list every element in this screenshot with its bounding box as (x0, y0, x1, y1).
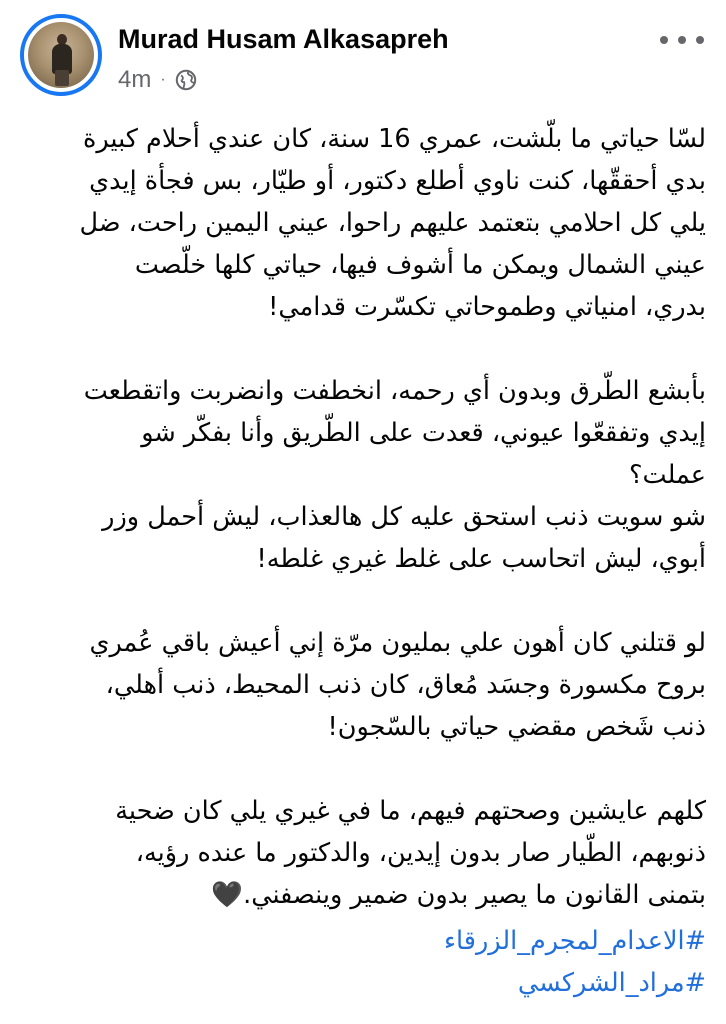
more-options-button[interactable] (660, 28, 704, 52)
timestamp[interactable]: 4m (118, 66, 152, 93)
text-line: يلي كل احلامي بتعتمد عليهم راحوا، عيني اليمين راحت، ضل (79, 208, 706, 238)
text-line: ذنوبهم، الطّيار صار بدون إيدين، والدكتور ما عنده رؤيه، (135, 838, 706, 868)
paragraph-3 (22, 496, 706, 580)
text-line: أبوي، ليش اتحاسب على غلط غيري غلطه! (256, 544, 706, 574)
text-line: بروح مكسورة وجسَد مُعاق، كان ذنب المحيط، ذنب أهلي، (105, 670, 706, 700)
avatar[interactable] (20, 14, 102, 96)
post-header (0, 0, 726, 100)
photo-figure-legs (55, 70, 69, 86)
text-line: عملت؟ (629, 460, 706, 490)
more-horizontal-icon (678, 36, 686, 44)
text-line: شو سويت ذنب استحق عليه كل هالعذاب، ليش أحمل وزر (102, 502, 706, 532)
globe-icon[interactable] (175, 69, 197, 91)
text-line: ذنب شَخص مقضي حياتي بالسّجون! (327, 712, 706, 742)
paragraph-5 (22, 790, 706, 916)
text-line: بدري، امنياتي وطموحاتي تكسّرت قدامي! (268, 292, 706, 322)
paragraph-2 (22, 370, 706, 496)
text-line: لسّا حياتي ما بلّشت، عمري 16 سنة، كان عندي أحلام كبيرة (82, 124, 706, 154)
more-horizontal-icon (660, 36, 668, 44)
text-line: لو قتلني كان أهون علي بمليون مرّة إني أعيش باقي عُمري (89, 628, 706, 658)
meta-separator: · (160, 71, 166, 88)
paragraph-4 (22, 622, 706, 748)
hashtags (22, 920, 706, 1004)
more-horizontal-icon (696, 36, 704, 44)
text-line: بتمنى القانون ما يصير بدون ضمير وينصفني.🖤 (211, 880, 706, 910)
hashtag-link[interactable]: #مراد_الشركسي (517, 968, 706, 998)
text-line: بأبشع الطّرق وبدون أي رحمه، انخطفت وانضربت واتقطعت (83, 376, 706, 406)
text-line: كلهم عايشين وصحتهم فيهم، ما في غيري يلي كان ضحية (115, 796, 706, 826)
post-text (22, 118, 706, 916)
paragraph-1 (22, 118, 706, 328)
profile-photo (28, 22, 94, 88)
text-line: عيني الشمال ويمكن ما أشوف فيها، حياتي كلها خلّصت (134, 250, 706, 280)
post-meta (118, 66, 197, 94)
author-name[interactable]: Murad Husam Alkasapreh (118, 24, 449, 54)
hashtag-link[interactable]: #الاعدام_لمجرم_الزرقاء (444, 926, 706, 956)
text-line: بدي أحققّها، كنت ناوي أطلع دكتور، أو طيّار، بس فجأة إيدي (89, 166, 706, 196)
text-line: إيدي وتفقعّوا عيوني، قعدت على الطّريق وأنا بفكّر شو (141, 418, 706, 448)
